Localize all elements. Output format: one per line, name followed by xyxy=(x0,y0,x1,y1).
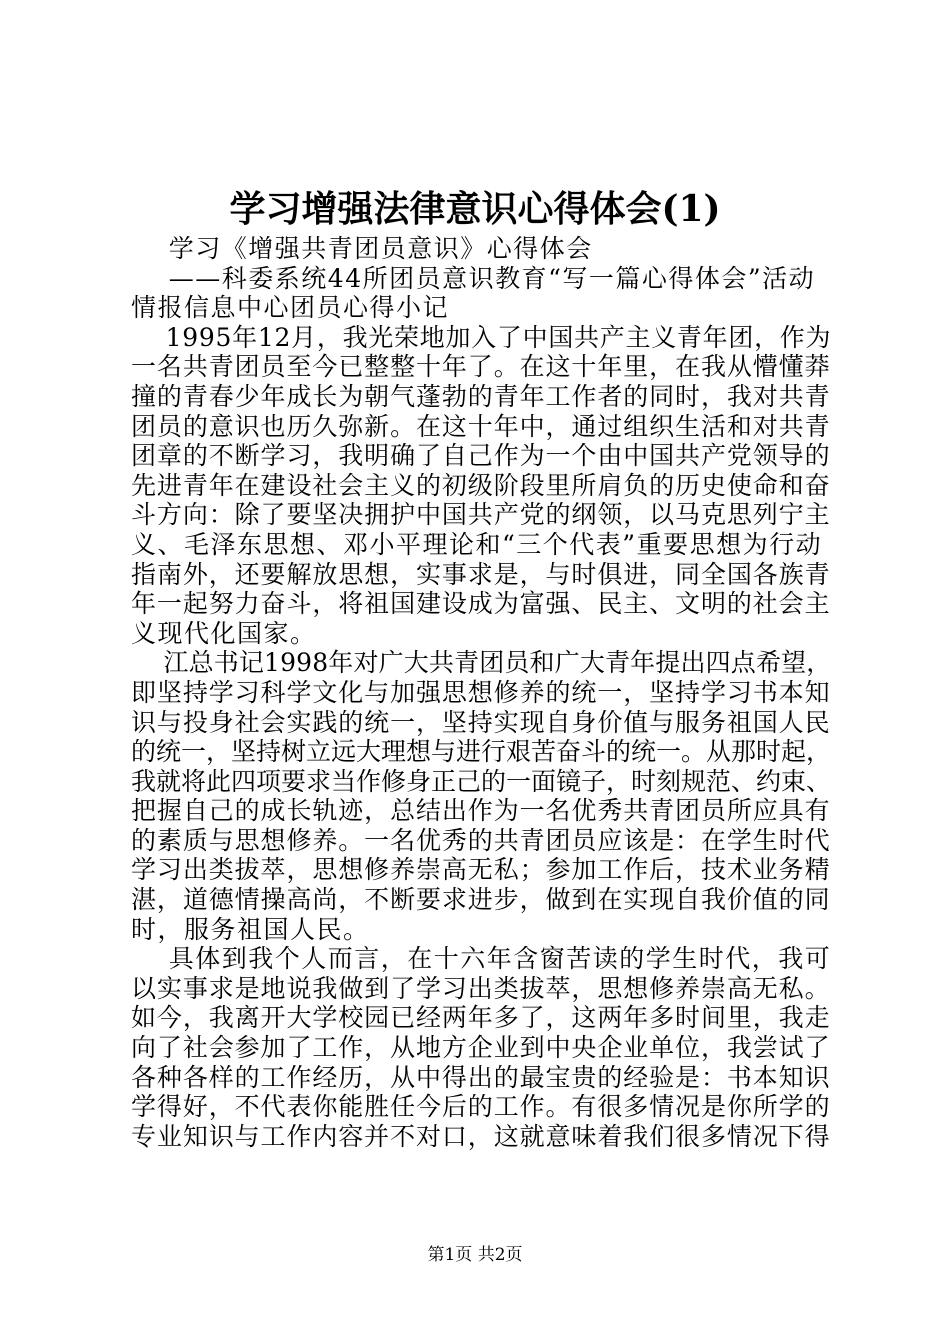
body-line: 学习《增强共青团员意识》心得体会 xyxy=(131,234,593,263)
body-line: 江总书记1998年对广大共青团员和广大青年提出四点希望， xyxy=(131,648,832,678)
body-line: 把握自己的成长轨迹，总结出作为一名优秀共青团员所应具有 xyxy=(131,796,831,826)
body-line: 年一起努力奋斗，将祖国建设成为富强、民主、文明的社会主 xyxy=(131,589,831,619)
body-line: 识与投身社会实践的统一，坚持实现自身价值与服务祖国人民 xyxy=(131,707,831,737)
body-line: 指南外，还要解放思想，实事求是，与时俱进，同全国各族青 xyxy=(131,559,831,589)
body-line: 的素质与思想修养。一名优秀的共青团员应该是：在学生时代 xyxy=(131,825,831,855)
body-line: 团员的意识也历久弥新。在这十年中，通过组织生活和对共青 xyxy=(131,411,831,441)
page-footer: 第1页 共2页 xyxy=(427,1245,523,1265)
body-line: 情报信息中心团员心得小记 xyxy=(131,293,450,323)
body-line: 即坚持学习科学文化与加强思想修养的统一，坚持学习书本知 xyxy=(131,677,831,707)
body-line: 专业知识与工作内容并不对口，这就意味着我们很多情况下得 xyxy=(131,1121,831,1151)
body-line: 湛，道德情操高尚，不断要求进步，做到在实现自我价值的同 xyxy=(131,885,831,915)
body-line: 向了社会参加了工作，从地方企业到中央企业单位，我尝试了 xyxy=(131,1033,831,1063)
body-line: 义现代化国家。 xyxy=(131,618,317,648)
body-line: 撞的青春少年成长为朝气蓬勃的青年工作者的同时，我对共青 xyxy=(131,381,831,411)
document-body xyxy=(131,234,831,1151)
body-line: 义、毛泽东思想、邓小平理论和“三个代表”重要思想为行动 xyxy=(131,529,823,559)
body-line: 1995年12月，我光荣地加入了中国共产主义青年团，作为 xyxy=(131,322,832,352)
body-line: 团章的不断学习，我明确了自己作为一个由中国共产党领导的 xyxy=(131,441,831,471)
body-line: 各种各样的工作经历，从中得出的最宝贵的经验是：书本知识 xyxy=(131,1062,831,1092)
body-line: 的统一，坚持树立远大理想与进行艰苦奋斗的统一。从那时起， xyxy=(131,737,832,767)
body-line: 学习出类拔萃，思想修养崇高无私；参加工作后，技术业务精 xyxy=(131,855,831,885)
document-title: 学习增强法律意识心得体会(1) xyxy=(229,188,721,230)
body-line: ——科委系统44所团员意识教育“写一篇心得体会”活动 xyxy=(131,263,816,293)
body-line: 如今，我离开大学校园已经两年多了，这两年多时间里，我走 xyxy=(131,1003,831,1033)
body-line: 斗方向：除了要坚决拥护中国共产党的纲领，以马克思列宁主 xyxy=(131,500,831,530)
body-line: 先进青年在建设社会主义的初级阶段里所肩负的历史使命和奋 xyxy=(131,470,831,500)
body-line: 一名共青团员至今已整整十年了。在这十年里，在我从懵懂莽 xyxy=(131,352,831,382)
body-line: 具体到我个人而言，在十六年含窗苦读的学生时代，我可 xyxy=(131,944,832,974)
body-line: 学得好，不代表你能胜任今后的工作。有很多情况是你所学的 xyxy=(131,1092,831,1122)
body-line: 以实事求是地说我做到了学习出类拔萃，思想修养崇高无私。 xyxy=(131,973,831,1003)
body-line: 我就将此四项要求当作修身正己的一面镜子，时刻规范、约束、 xyxy=(131,766,832,796)
body-line: 时，服务祖国人民。 xyxy=(131,914,370,944)
